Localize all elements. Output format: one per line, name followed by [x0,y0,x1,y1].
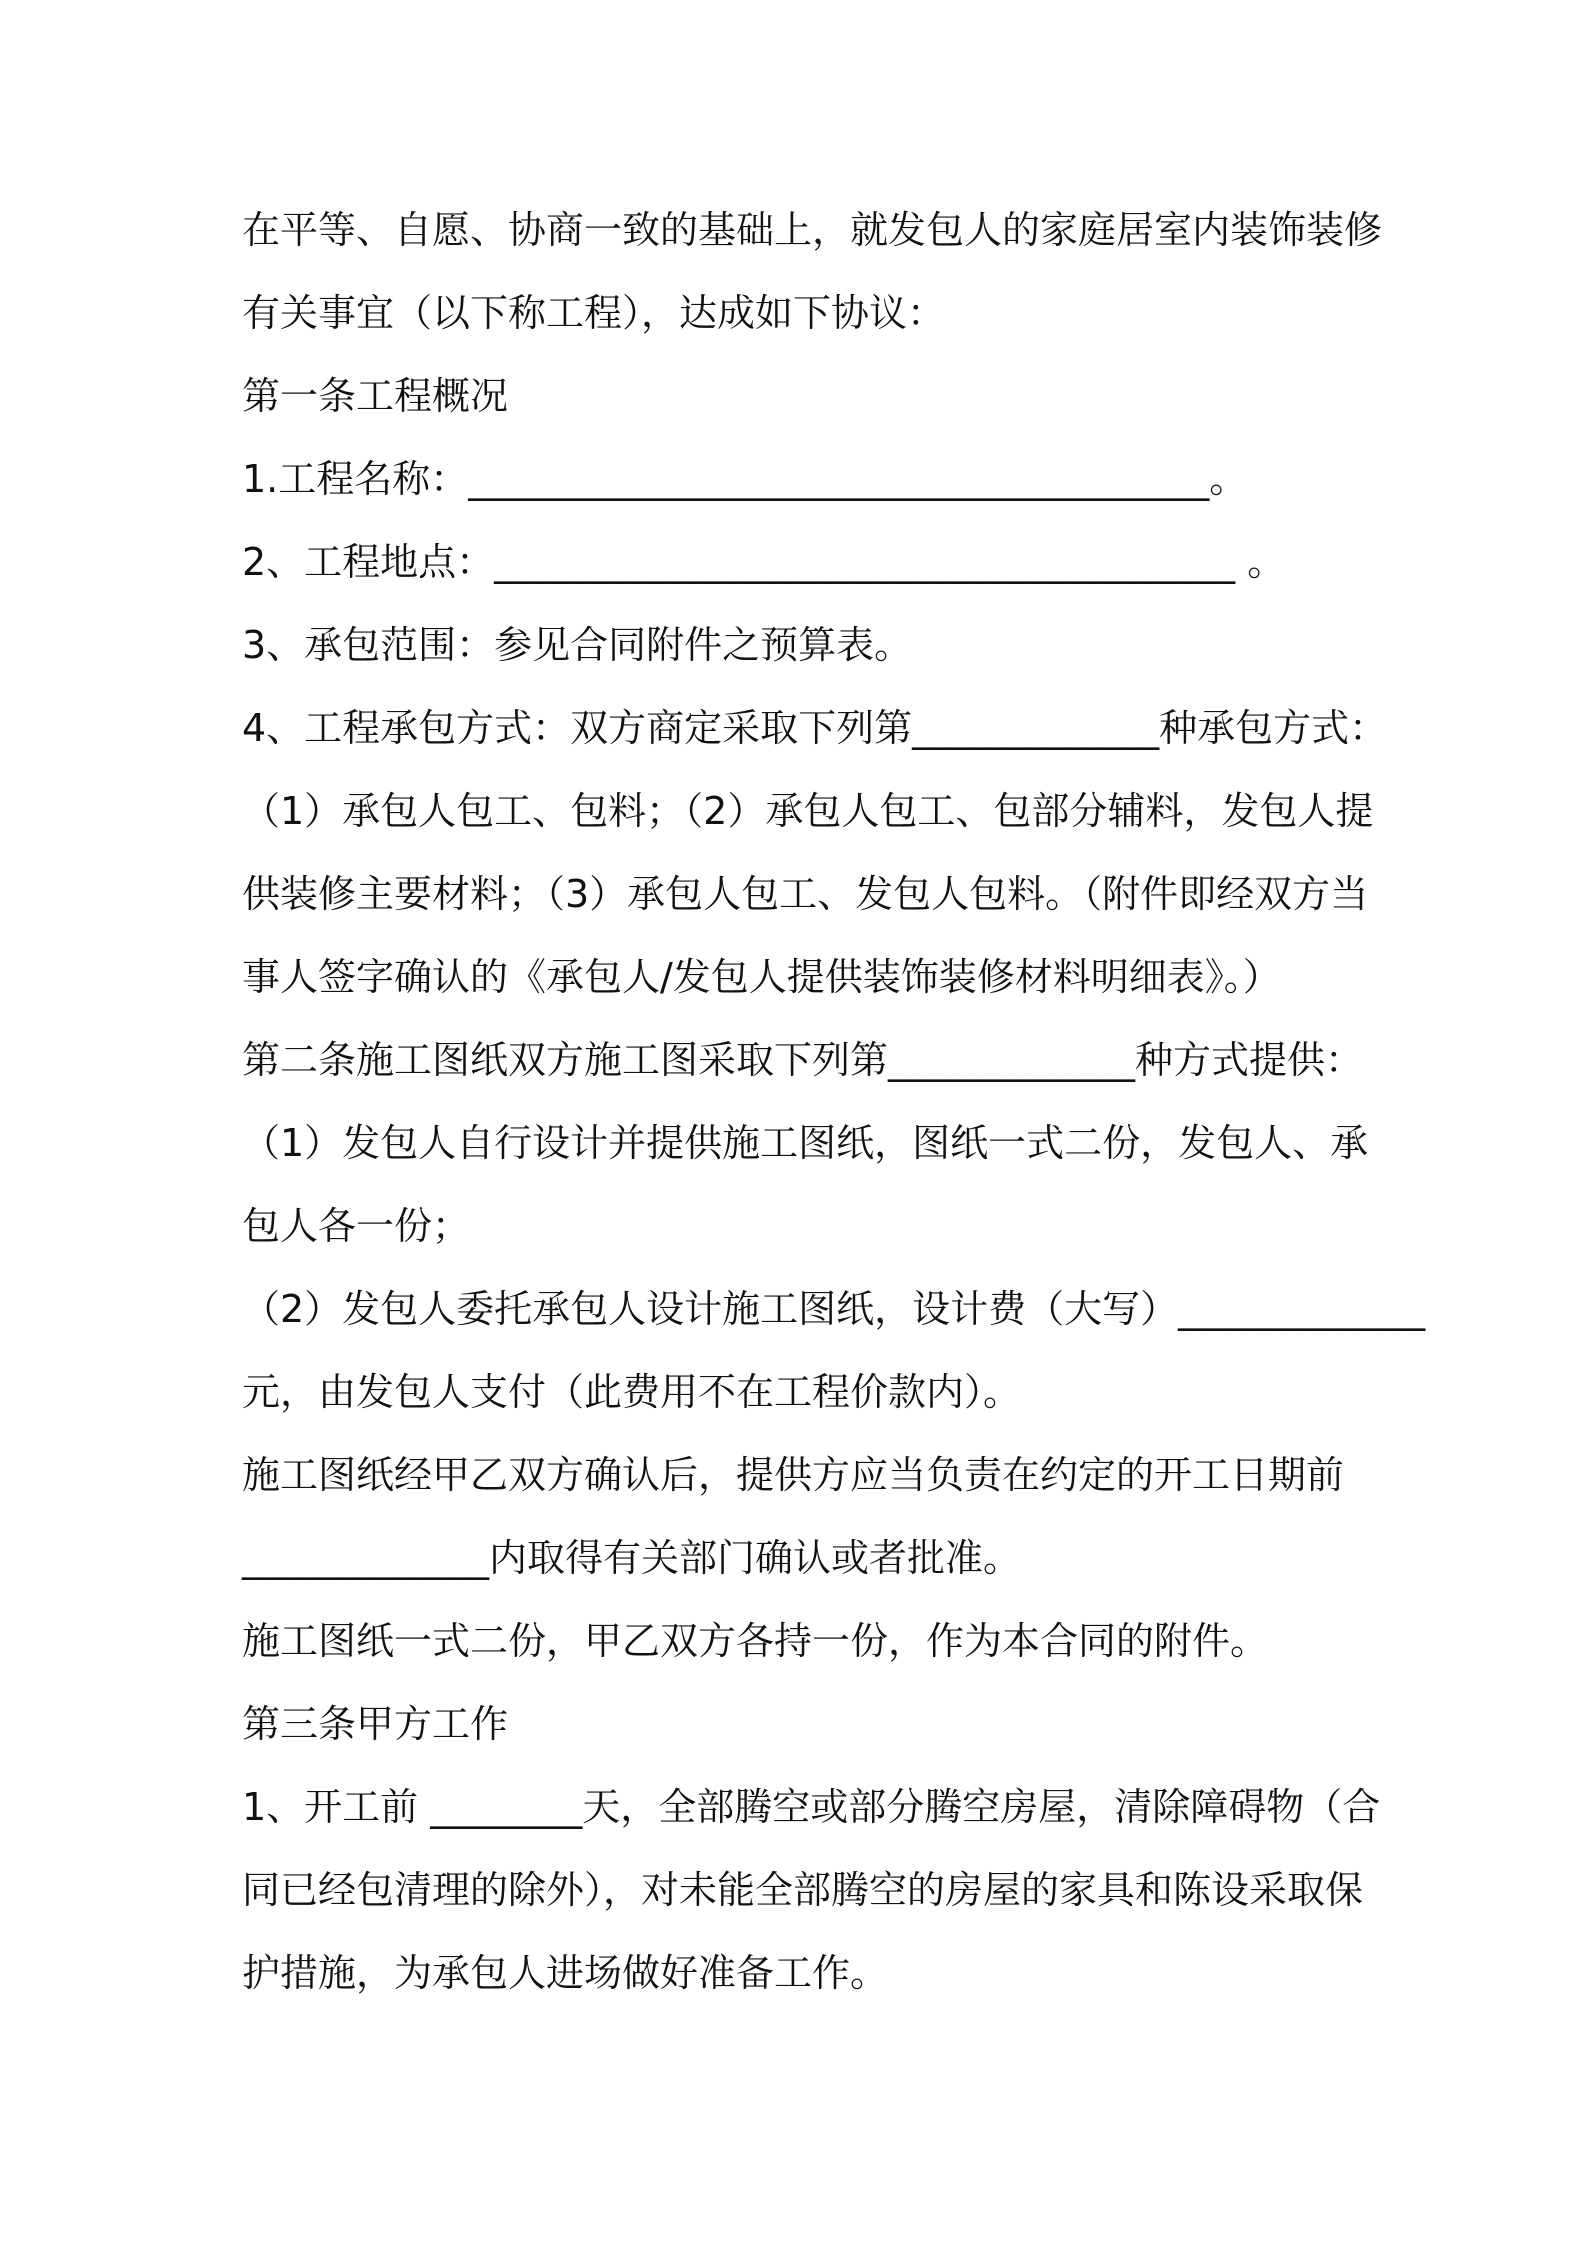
section-heading: 第二条施工图纸双方施工图采取下列第_____________种方式提供： [242,1038,1364,1082]
text-line: 4、工程承包方式：双方商定采取下列第_____________种承包方式： [242,706,1388,750]
text-line: （2）发包人委托承包人设计施工图纸，设计费（大写）_____________ [242,1287,1426,1331]
text-line: 2、工程地点：_______________________________________ 。 [242,540,1286,584]
text-line: 有关事宜（以下称工程），达成如下协议： [242,291,946,335]
text-line: 1.工程名称：_______________________________________。 [242,457,1248,501]
text-line: 护措施，为承包人进场做好准备工作。 [242,1951,889,1995]
text-line: _____________内取得有关部门确认或者批准。 [242,1536,1022,1580]
text-line: 事人签字确认的《承包人/发包人提供装饰装修材料明细表》。） [242,955,1281,999]
section-heading: 第三条甲方工作 [242,1702,509,1746]
text-line: 在平等、自愿、协商一致的基础上，就发包人的家庭居室内装饰装修 [242,208,1383,252]
text-line: 包人各一份； [242,1204,471,1248]
text-line: 元，由发包人支付（此费用不在工程价款内）。 [242,1370,1022,1414]
text-line: 1、开工前 ________天，全部腾空或部分腾空房屋，清除障碍物（合 [242,1785,1381,1829]
text-line: 同已经包清理的除外），对未能全部腾空的房屋的家具和陈设采取保 [242,1868,1364,1912]
text-line: （1）发包人自行设计并提供施工图纸，图纸一式二份，发包人、承 [242,1121,1369,1165]
contract-body [242,200,1426,2026]
text-line: （1）承包人包工、包料；（2）承包人包工、包部分辅料，发包人提 [242,789,1374,833]
text-line: 3、承包范围：参见合同附件之预算表。 [242,623,913,667]
text-line: 施工图纸一式二份，甲乙双方各持一份，作为本合同的附件。 [242,1619,1269,1663]
section-heading: 第一条工程概况 [242,374,509,418]
text-line: 施工图纸经甲乙双方确认后，提供方应当负责在约定的开工日期前 [242,1453,1345,1497]
text-line: 供装修主要材料；（3）承包人包工、发包人包料。（附件即经双方当 [242,872,1369,916]
